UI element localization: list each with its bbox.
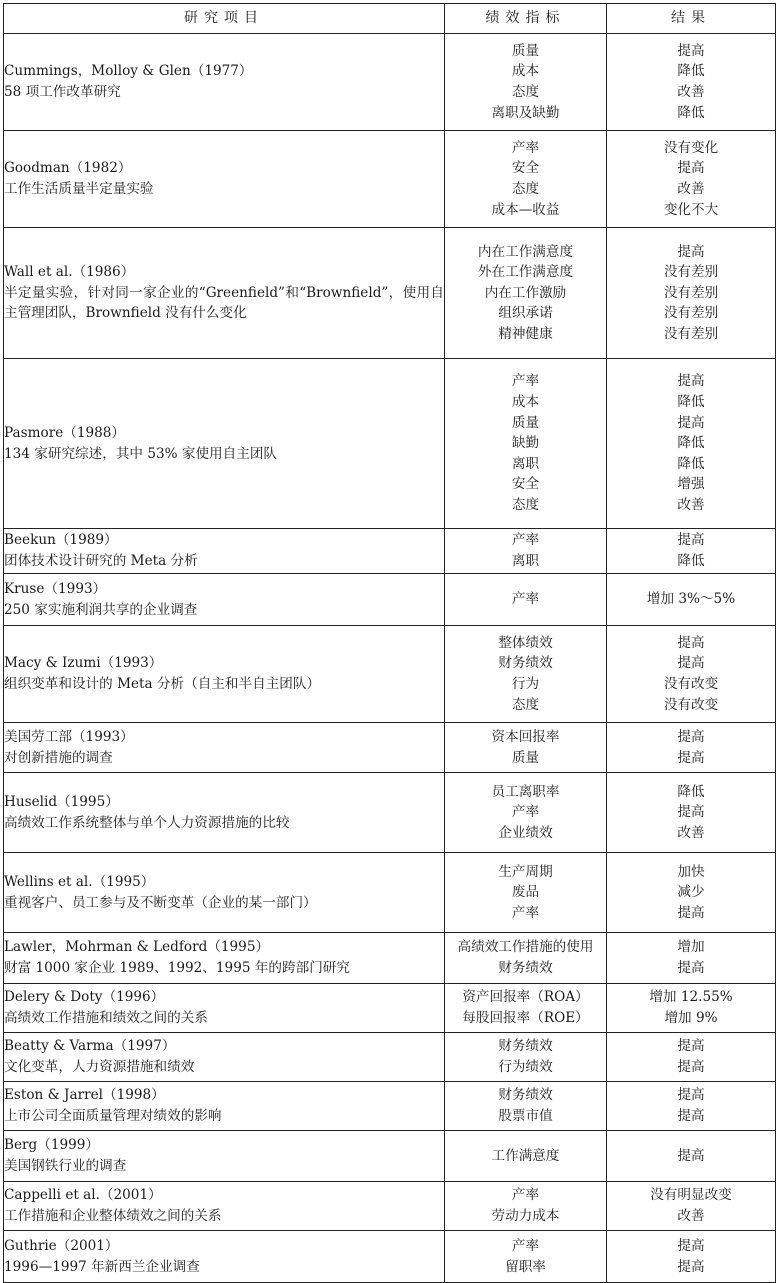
metric-item: 离职 [511, 455, 540, 472]
metric-item: 成本 [511, 63, 540, 80]
result-item: 改善 [677, 84, 705, 100]
result-item: 没有改变 [663, 696, 719, 713]
metric-item: 成本 [511, 394, 540, 411]
study-citation: Goodman（1982） [4, 160, 132, 177]
study-description: 高绩效工作措施和绩效之间的关系 [4, 1010, 208, 1026]
metric-item: 财务绩效 [498, 655, 553, 672]
project-cell [4, 853, 445, 933]
table-row [4, 1033, 776, 1082]
result-item: 增强 [677, 476, 705, 493]
metric-item: 废品 [511, 884, 540, 901]
metric-item: 行为 [511, 676, 540, 692]
result-item: 降低 [677, 63, 705, 80]
metric-item: 外在工作满意度 [477, 264, 574, 281]
study-description: 重视客户、员工参与及不断变革（企业的某一部门） [4, 894, 317, 911]
result-cell [607, 984, 776, 1033]
study-citation: 美国劳工部（1993） [4, 728, 134, 745]
study-description: 文化变革，人力资源措施和绩效 [4, 1059, 195, 1075]
metric-cell [445, 574, 607, 626]
metric-item: 质量 [511, 414, 540, 431]
result-item: 增加 9% [664, 1010, 718, 1026]
metric-cell [445, 529, 607, 574]
result-item: 提高 [677, 373, 705, 390]
study-citation: Delery & Doty（1996） [4, 989, 165, 1006]
table-row [4, 1131, 776, 1182]
metric-cell [445, 1182, 607, 1231]
result-item: 提高 [677, 42, 705, 59]
metric-item: 产率 [511, 904, 540, 921]
metric-cell [445, 1033, 607, 1082]
study-citation: Wellins et al.（1995） [4, 873, 155, 890]
metric-cell [445, 984, 607, 1033]
metric-item: 缺勤 [511, 435, 540, 452]
project-cell [4, 1231, 445, 1283]
result-item: 没有改变 [663, 676, 719, 692]
table-row [4, 933, 776, 984]
result-item: 没有差别 [663, 284, 719, 301]
result-item: 没有差别 [663, 305, 719, 322]
metric-item: 资产回报率（ROA） [462, 989, 589, 1006]
metric-item: 安全 [511, 160, 540, 177]
result-cell [607, 773, 776, 853]
table-row [4, 1082, 776, 1131]
result-item: 提高 [677, 804, 705, 821]
metric-item: 产率 [511, 804, 540, 821]
study-citation: Berg（1999） [4, 1137, 100, 1154]
study-description: 美国钢铁行业的调查 [4, 1158, 127, 1174]
study-citation: Eston & Jarrel（1998） [4, 1087, 165, 1104]
metric-item: 内在工作激励 [484, 284, 567, 301]
metric-item: 产率 [511, 532, 540, 549]
result-cell [607, 574, 776, 626]
result-item: 没有差别 [663, 325, 719, 342]
result-item: 提高 [677, 1087, 705, 1104]
result-item: 提高 [677, 728, 705, 745]
result-item: 增加 3%～5% [646, 591, 736, 608]
study-citation: Beatty & Varma（1997） [4, 1038, 176, 1055]
table-row [4, 626, 776, 723]
metric-item: 组织承诺 [498, 305, 553, 322]
result-item: 提高 [677, 655, 705, 672]
metric-cell [445, 723, 607, 773]
study-description: 财富 1000 家企业 1989、1992、1995 年的跨部门研究 [4, 960, 350, 976]
result-item: 改善 [677, 1208, 705, 1224]
metric-item: 安全 [511, 476, 540, 493]
result-cell [607, 933, 776, 984]
result-item: 提高 [677, 1147, 705, 1164]
project-cell [4, 359, 445, 529]
metric-cell [445, 853, 607, 933]
metric-item: 态度 [511, 84, 540, 100]
header-metric: 绩效指标 [445, 4, 607, 34]
result-item: 变化不大 [663, 201, 719, 218]
study-citation: Kruse（1993） [4, 580, 107, 597]
header-result: 结果 [607, 4, 776, 34]
result-item: 提高 [677, 1059, 705, 1075]
table-row [4, 1231, 776, 1283]
metric-item: 精神健康 [498, 325, 553, 342]
result-item: 提高 [677, 904, 705, 921]
study-citation: Cappelli et al.（2001） [4, 1187, 162, 1204]
project-cell [4, 228, 445, 359]
study-description: 团体技术设计研究的 Meta 分析 [4, 553, 198, 569]
result-item: 提高 [677, 1237, 705, 1254]
table-row [4, 853, 776, 933]
result-item: 降低 [677, 455, 705, 472]
project-cell [4, 1131, 445, 1182]
table-row [4, 529, 776, 574]
result-item: 增加 12.55% [649, 989, 733, 1006]
study-description: 1996—1997 年新西兰企业调查 [4, 1258, 200, 1275]
metric-cell [445, 228, 607, 359]
header-row [4, 4, 776, 34]
study-description: 上市公司全面质量管理对绩效的影响 [4, 1108, 222, 1124]
metric-item: 产率 [511, 373, 540, 390]
metric-cell [445, 773, 607, 853]
result-item: 提高 [677, 243, 705, 260]
result-item: 降低 [677, 104, 705, 121]
header-project: 研究项目 [4, 4, 445, 34]
result-item: 改善 [677, 181, 705, 197]
result-cell [607, 1033, 776, 1082]
result-item: 增加 [677, 939, 705, 956]
result-item: 提高 [677, 160, 705, 177]
project-cell [4, 34, 445, 131]
study-citation: Cummings，Molloy & Glen（1977） [4, 63, 253, 80]
project-cell [4, 1033, 445, 1082]
metric-item: 态度 [511, 496, 540, 513]
metric-item: 产率 [511, 1187, 540, 1204]
result-item: 没有变化 [663, 139, 719, 156]
result-cell [607, 359, 776, 529]
metric-item: 劳动力成本 [491, 1208, 560, 1224]
result-item: 降低 [677, 783, 705, 800]
metric-cell [445, 34, 607, 131]
table-row [4, 131, 776, 228]
metric-cell [445, 131, 607, 228]
result-item: 提高 [677, 1108, 705, 1124]
metric-item: 行为绩效 [498, 1059, 553, 1075]
result-cell [607, 1082, 776, 1131]
project-cell [4, 1182, 445, 1231]
metric-item: 成本—收益 [491, 201, 560, 218]
metric-item: 资本回报率 [491, 728, 560, 745]
metric-item: 财务绩效 [498, 1087, 553, 1104]
project-cell [4, 626, 445, 723]
project-cell [4, 773, 445, 853]
study-description: 工作措施和企业整体绩效之间的关系 [4, 1208, 222, 1224]
metric-item: 质量 [511, 749, 540, 766]
metric-item: 态度 [511, 696, 540, 713]
result-item: 降低 [677, 553, 705, 569]
metric-item: 整体绩效 [498, 634, 553, 651]
metric-item: 产率 [511, 591, 540, 608]
metric-item: 留职率 [505, 1258, 546, 1275]
metric-item: 离职 [511, 553, 540, 569]
result-cell [607, 626, 776, 723]
project-cell [4, 529, 445, 574]
metric-cell [445, 1082, 607, 1131]
result-item: 没有明显改变 [650, 1187, 732, 1204]
result-item: 没有差别 [663, 264, 719, 281]
project-cell [4, 723, 445, 773]
result-item: 提高 [677, 1038, 705, 1055]
study-description: 250 家实施利润共享的企业调查 [4, 601, 198, 618]
metric-cell [445, 1231, 607, 1283]
study-citation: Guthrie（2001） [4, 1237, 119, 1254]
metric-item: 态度 [511, 181, 540, 197]
project-cell [4, 984, 445, 1033]
result-cell [607, 853, 776, 933]
metric-item: 离职及缺勤 [491, 104, 560, 121]
metric-item: 企业绩效 [498, 824, 553, 841]
metric-cell [445, 359, 607, 529]
result-item: 加快 [677, 863, 705, 880]
project-cell [4, 574, 445, 626]
result-cell [607, 131, 776, 228]
result-item: 降低 [677, 435, 705, 452]
result-item: 提高 [677, 749, 705, 766]
table-row [4, 574, 776, 626]
study-description: 半定量实验，针对同一家企业的“Greenfield”和“Brownfield”，使用自主管理团队，Brownfield 没有什么变化 [4, 284, 444, 322]
result-cell [607, 34, 776, 131]
metric-item: 股票市值 [498, 1108, 553, 1124]
metric-item: 高绩效工作措施的使用 [457, 939, 594, 956]
result-cell [607, 1182, 776, 1231]
metric-cell [445, 626, 607, 723]
study-description: 对创新措施的调查 [4, 749, 113, 766]
metric-item: 产率 [511, 1237, 540, 1254]
result-item: 降低 [677, 394, 705, 411]
result-item: 提高 [677, 1258, 705, 1275]
result-item: 提高 [677, 414, 705, 431]
result-cell [607, 228, 776, 359]
project-cell [4, 933, 445, 984]
metric-cell [445, 1131, 607, 1182]
table-row [4, 984, 776, 1033]
study-citation: Pasmore（1988） [4, 424, 126, 441]
result-item: 改善 [677, 824, 705, 841]
table-row [4, 723, 776, 773]
research-table [3, 3, 776, 1283]
study-description: 134 家研究综述，其中 53% 家使用自主团队 [4, 445, 278, 462]
result-item: 减少 [677, 884, 705, 901]
table-row [4, 228, 776, 359]
metric-item: 财务绩效 [498, 960, 553, 976]
result-cell [607, 1231, 776, 1283]
metric-item: 质量 [511, 42, 540, 59]
result-item: 改善 [677, 496, 705, 513]
metric-item: 员工离职率 [491, 783, 560, 800]
table-row [4, 773, 776, 853]
study-citation: Huselid（1995） [4, 793, 119, 810]
result-item: 提高 [677, 634, 705, 651]
table-row [4, 34, 776, 131]
result-item: 提高 [677, 960, 705, 976]
study-citation: Wall et al.（1986） [4, 264, 135, 281]
study-citation: Macy & Izumi（1993） [4, 655, 163, 672]
metric-item: 产率 [511, 139, 540, 156]
study-description: 组织变革和设计的 Meta 分析（自主和半自主团队） [4, 676, 321, 692]
study-description: 58 项工作改革研究 [4, 84, 121, 100]
result-cell [607, 1131, 776, 1182]
metric-item: 财务绩效 [498, 1038, 553, 1055]
study-description: 高绩效工作系统整体与单个人力资源措施的比较 [4, 814, 290, 831]
result-cell [607, 529, 776, 574]
study-description: 工作生活质量半定量实验 [4, 181, 154, 197]
project-cell [4, 131, 445, 228]
metric-item: 生产周期 [498, 863, 553, 880]
metric-item: 每股回报率（ROE） [462, 1010, 589, 1026]
metric-item: 工作满意度 [491, 1147, 560, 1164]
result-item: 提高 [677, 532, 705, 549]
metric-item: 内在工作满意度 [477, 243, 574, 260]
table-row [4, 1182, 776, 1231]
study-citation: Beekun（1989） [4, 532, 118, 549]
table-body [4, 34, 776, 1283]
study-citation: Lawler，Mohrman & Ledford（1995） [4, 939, 270, 956]
metric-cell [445, 933, 607, 984]
project-cell [4, 1082, 445, 1131]
table-row [4, 359, 776, 529]
result-cell [607, 723, 776, 773]
